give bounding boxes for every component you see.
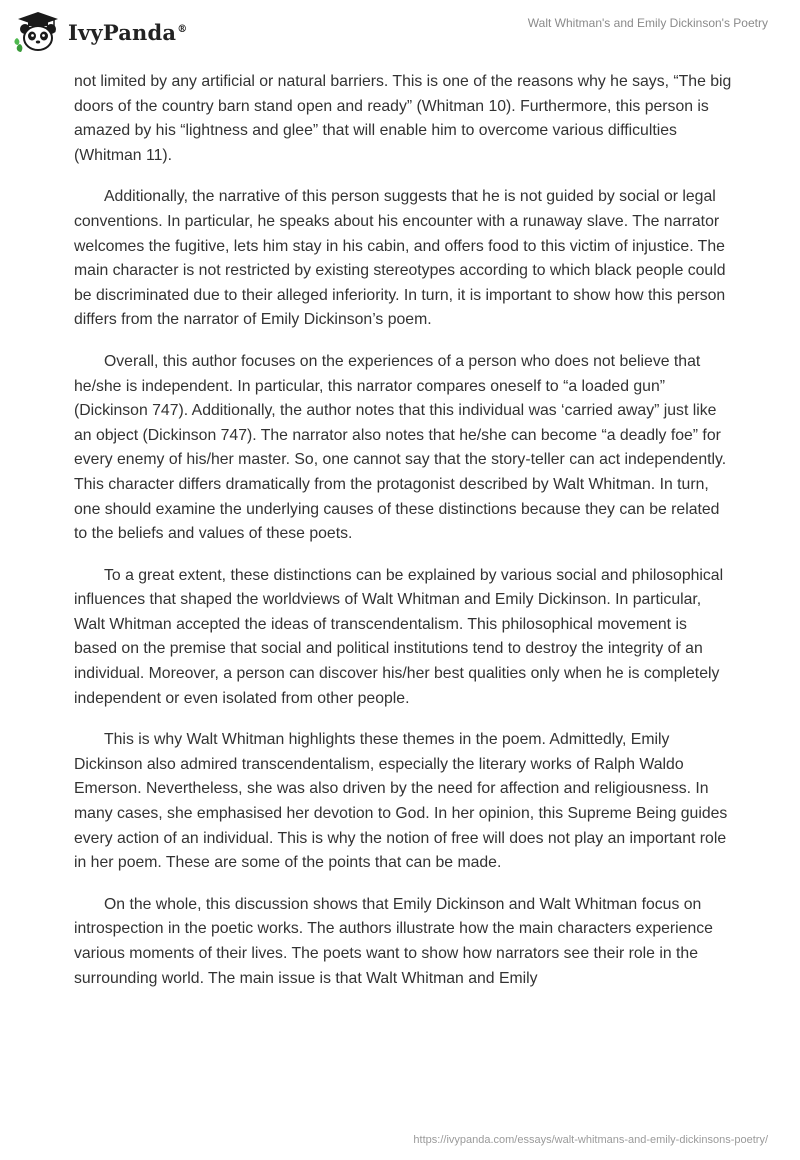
logo-text: IvyPanda® [68, 19, 188, 45]
paragraph-5: This is why Walt Whitman highlights these themes in the poem. Admittedly, Emily Dickinson also admired transcendentalism, especially the literary works of Ralph Waldo Emerson. Nevertheless, she was also driven by the need for affection and religiousness. In many cases, she emphasised her devotion to God. In her opinion, this Supreme Being guides every action of an individual. This is why the notion of free will does not play an important role in her poem. These are some of the points that can be made. [74, 731, 728, 872]
page-header [0, 0, 800, 60]
paragraph-3: Overall, this author focuses on the experiences of a person who does not believe that he/she is independent. In particular, this narrator compares oneself to “a loaded gun” (Dickinson 747). Additionally, the author notes that this individual was ‘carried away” just like an object (Dickinson 747). The narrator also notes that he/she can become “a deadly foe” for every enemy of his/her master. So, one cannot say that the story-teller can act independently. This character differs dramatically from the protagonist described by Walt Whitman. In turn, one should examine the underlying causes of these distinctions because they can be related to the beliefs and values of these poets. [74, 352, 727, 543]
panda-graduate-icon [14, 10, 62, 54]
paragraph-1: not limited by any artificial or natural barriers. This is one of the reasons why he says, “The big doors of the country barn stand open and ready” (Whitman 10). Furthermore, this person is amazed by his “lightness and glee” that will enable him to overcome various difficulties (Whitman 11). [74, 73, 732, 164]
paragraph-2: Additionally, the narrative of this person suggests that he is not guided by social or legal conventions. In particular, he speaks about his encounter with a runaway slave. The narrator welcomes the fugitive, lets him stay in his cabin, and offers food to this victim of injustice. The main character is not restricted by existing stereotypes according to which black people could be discriminated due to their alleged inferiority. In turn, it is important to show how this person differs from the narrator of Emily Dickinson’s poem. [74, 188, 726, 329]
document-title: Walt Whitman's and Emily Dickinson's Poetry [527, 16, 768, 30]
paragraph-6: On the whole, this discussion shows that Emily Dickinson and Walt Whitman focus on introspection in the poetic works. The authors illustrate how the main characters experience various moments of their lives. The poets want to show how narrators see their role in the surrounding world. The main issue is that Walt Whitman and Emily [74, 895, 713, 987]
source-url[interactable]: https://ivypanda.com/essays/walt-whitmans-and-emily-dickinsons-poetry/ [413, 1134, 768, 1146]
registered-mark: ® [177, 23, 188, 35]
ivypanda-logo[interactable] [14, 10, 214, 54]
essay-body [74, 70, 734, 1008]
paragraph-4: To a great extent, these distinctions can be explained by various social and philosophical influences that shaped the worldviews of Walt Whitman and Emily Dickinson. In particular, Walt Whitman accepted the ideas of transcendentalism. This philosophical movement is based on the premise that social and political institutions tend to destroy the integrity of an individual. Moreover, a person can discover his/her best qualities only when he is completely independent or even isolated from other people. [74, 566, 724, 707]
